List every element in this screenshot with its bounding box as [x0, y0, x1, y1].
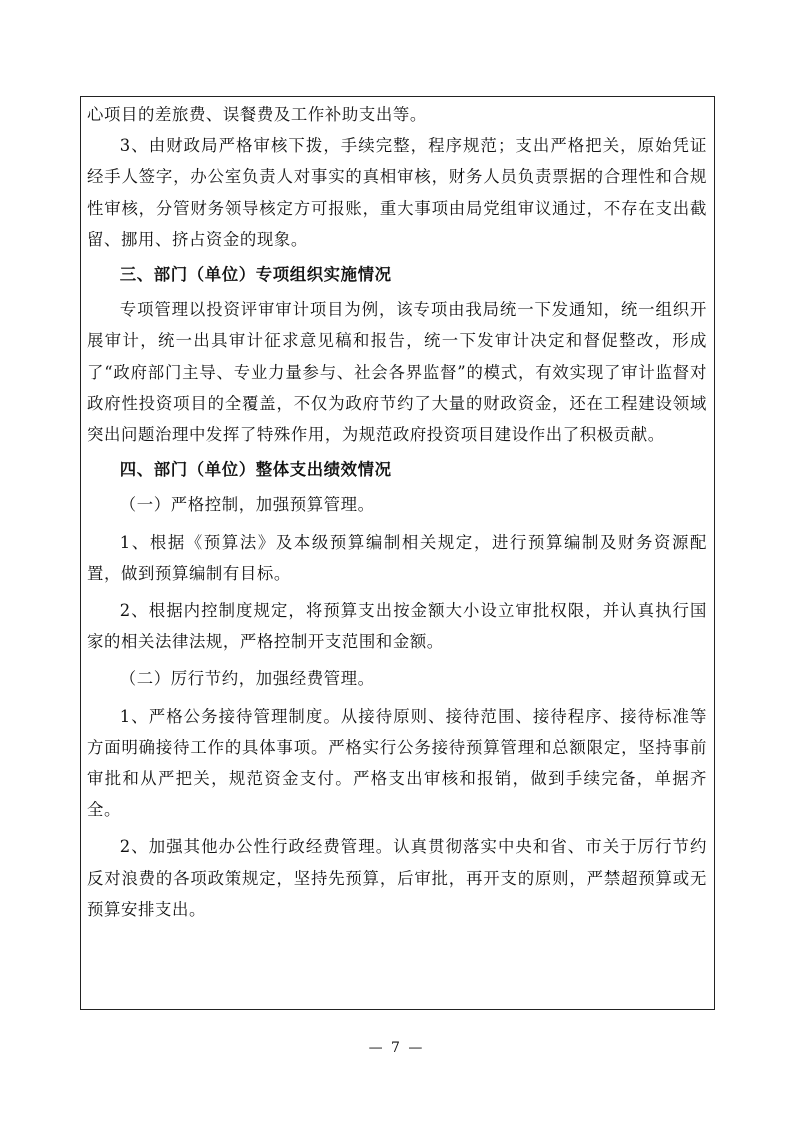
document-body — [87, 99, 707, 925]
paragraph-reception-1: 1、严格公务接待管理制度。从接待原则、接待范围、接待程序、接待标准等方面明确接待工作的具体事项。严格实行公务接待预算管理和总额限定，坚持事前审批和从严把关，规范资金支付。严格支出审核和报销，做到手续完备，单据齐全。 — [87, 706, 707, 820]
paragraph-continuation: 心项目的差旅费、误餐费及工作补助支出等。 — [87, 105, 427, 124]
paragraph-budget-1: 1、根据《预算法》及本级预算编制相关规定，进行预算编制及财务资源配置，做到预算编制有目标。 — [87, 532, 707, 583]
paragraph-admin-2: 2、加强其他办公性行政经费管理。认真贯彻落实中央和省、市关于厉行节约反对浪费的各项政策规定，坚持先预算，后审批，再开支的原则，严禁超预算或无预算安排支出。 — [87, 837, 707, 919]
subsection-heading-1: （一）严格控制，加强预算管理。 — [119, 495, 375, 515]
paragraph-item-3: 3、由财政局严格审核下拨，手续完整，程序规范；支出严格把关，原始凭证经手人签字，办公室负责人对事实的真相审核，财务人员负责票据的合理性和合规性审核，分管财务领导核定方可报账，重大事项由局党组审议通过，不存在支出截留、挪用、挤占资金的现象。 — [87, 136, 707, 249]
section-heading-4: 四、部门（单位）整体支出绩效情况 — [119, 460, 392, 480]
paragraph-budget-2: 2、根据内控制度规定，将预算支出按金额大小设立审批权限，并认真执行国家的相关法律法规，严格控制开支范围和金额。 — [87, 601, 707, 652]
subsection-heading-2: （二）厉行节约，加强经费管理。 — [119, 669, 375, 689]
page-number: — 7 — — [368, 1040, 425, 1056]
paragraph-special-project: 专项管理以投资评审审计项目为例，该专项由我局统一下发通知，统一组织开展审计，统一出具审计征求意见稿和报告，统一下发审计决定和督促整改，形成了“政府部门主导、专业力量参与、社会各界监督”的模式，有效实现了审计监督对政府性投资项目的全覆盖，不仅为政府节约了大量的财政资金，还在工程建设领域突出问题治理中发挥了特殊作用，为规范政府投资项目建设作出了积极贡献。 — [87, 300, 707, 445]
section-heading-3: 三、部门（单位）专项组织实施情况 — [119, 265, 392, 285]
